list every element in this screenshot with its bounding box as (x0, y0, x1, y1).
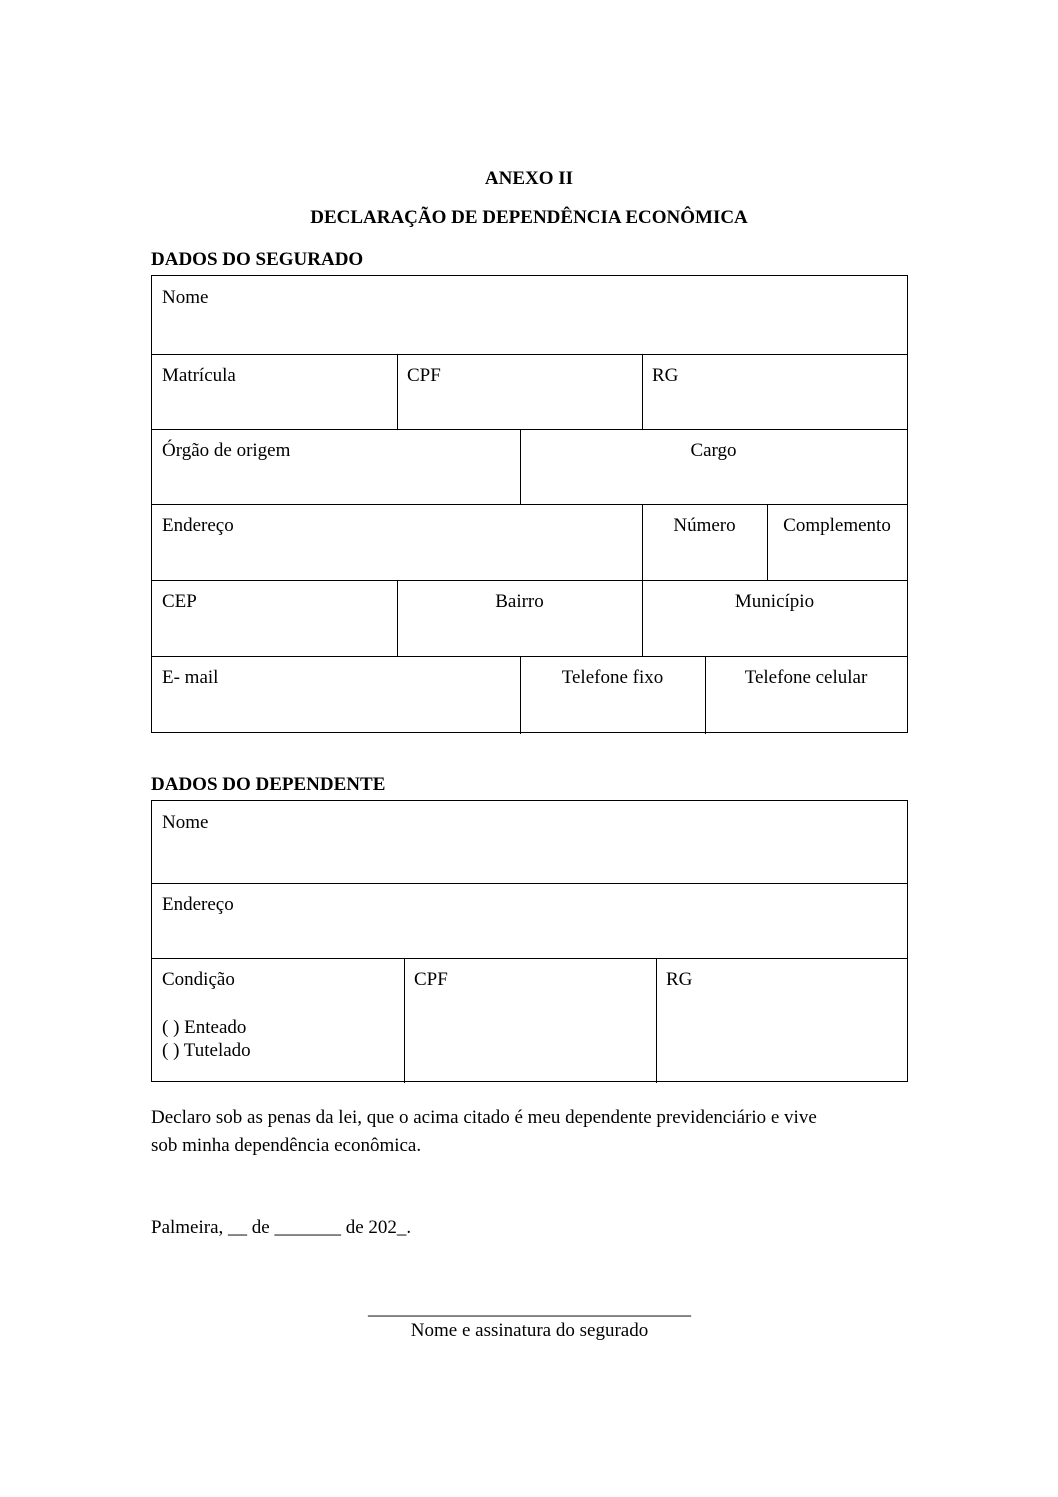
dependent-condition-cell (152, 958, 404, 1083)
dependent-table (151, 800, 908, 1082)
declaration-line-2: sob minha dependência econômica. (151, 1135, 422, 1156)
insured-matricula-field[interactable]: Matrícula (162, 365, 236, 386)
insured-section-title: DADOS DO SEGURADO (151, 249, 364, 270)
annex-title: ANEXO II (484, 168, 574, 189)
insured-municipio-field[interactable]: Município (734, 591, 815, 612)
insured-cargo-field[interactable]: Cargo (690, 440, 737, 461)
insured-cep-field[interactable]: CEP (162, 591, 197, 612)
insured-email-field[interactable]: E- mail (162, 667, 219, 688)
dependent-condition-label: Condição (162, 969, 235, 990)
insured-name-field[interactable]: Nome (162, 287, 209, 308)
insured-cpf-field[interactable]: CPF (407, 365, 441, 386)
dependent-cpf-field[interactable]: CPF (414, 969, 448, 990)
dependent-section-title: DADOS DO DEPENDENTE (151, 774, 386, 795)
signature-line[interactable]: __________________________________ (368, 1298, 691, 1319)
insured-number-field[interactable]: Número (673, 515, 736, 536)
option-tutelado[interactable]: ( ) Tutelado (162, 1040, 251, 1061)
insured-mobile-field[interactable]: Telefone celular (744, 667, 868, 688)
place-date[interactable]: Palmeira, __ de _______ de 202_. (151, 1217, 412, 1238)
insured-phone-field[interactable]: Telefone fixo (561, 667, 664, 688)
insured-table (151, 275, 908, 733)
insured-address-field[interactable]: Endereço (162, 515, 234, 536)
option-enteado[interactable]: ( ) Enteado (162, 1017, 247, 1038)
insured-bairro-field[interactable]: Bairro (495, 591, 544, 612)
insured-rg-field[interactable]: RG (652, 365, 679, 386)
dependent-rg-field[interactable]: RG (666, 969, 693, 990)
document-title: DECLARAÇÃO DE DEPENDÊNCIA ECONÔMICA (310, 207, 748, 228)
insured-complement-field[interactable]: Complemento (783, 515, 891, 536)
insured-orgao-field[interactable]: Órgão de origem (162, 440, 291, 461)
dependent-name-field[interactable]: Nome (162, 812, 209, 833)
declaration-line-1: Declaro sob as penas da lei, que o acima citado é meu dependente previdenciário e vive (151, 1107, 817, 1128)
dependent-address-field[interactable]: Endereço (162, 894, 234, 915)
signature-label: Nome e assinatura do segurado (410, 1320, 649, 1341)
